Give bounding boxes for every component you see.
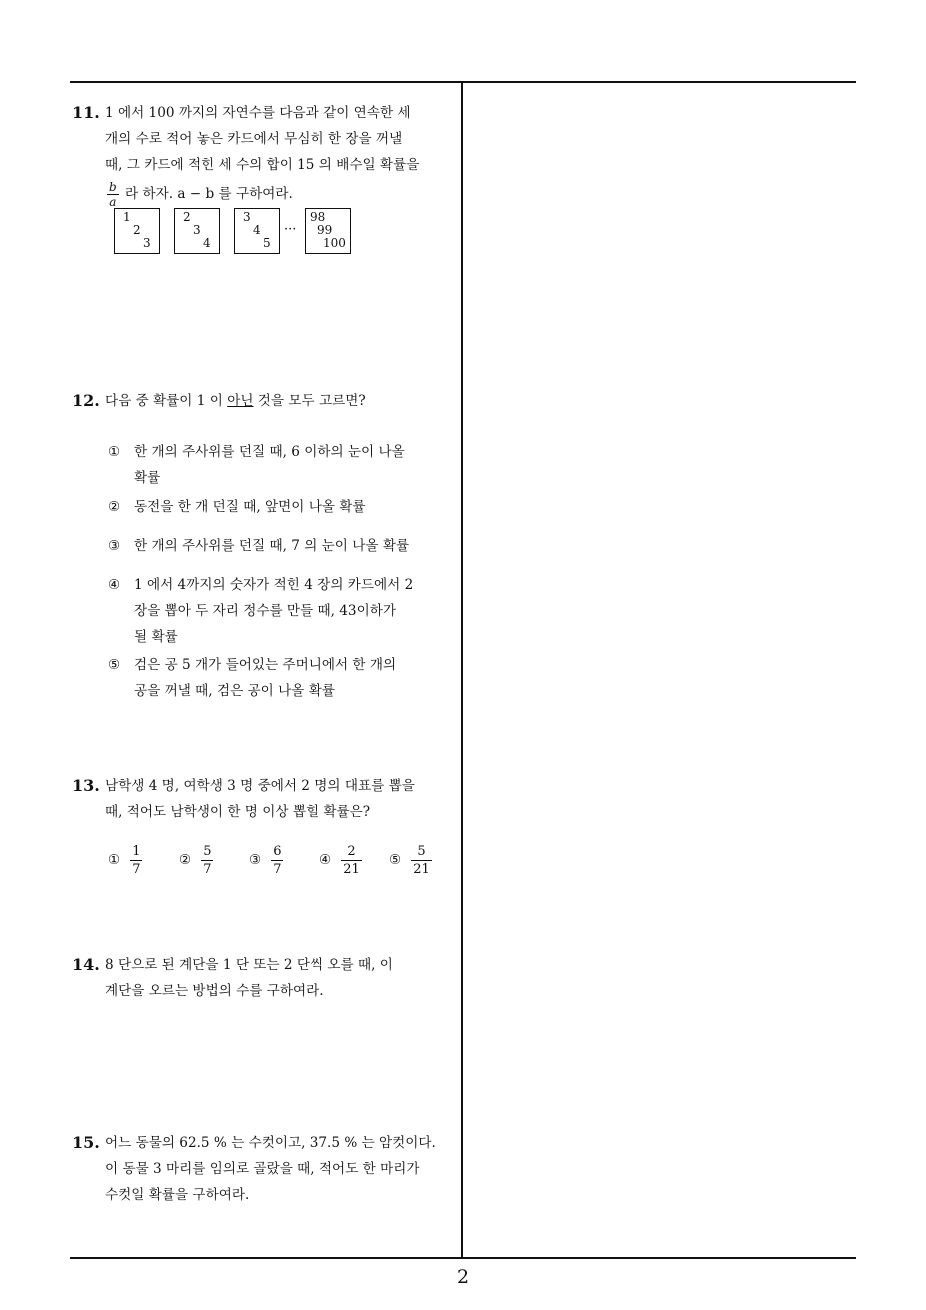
question-text-line: 어느 동물의 62.5 % 는 수컷이고, 37.5 % 는 암컷이다. — [105, 1135, 436, 1151]
question-text-line: 개의 수로 적어 놓은 카드에서 무심히 한 장을 꺼낼 — [105, 131, 403, 147]
question-number: 15. — [72, 1133, 100, 1152]
top-rule — [70, 81, 856, 83]
option-mark: ④ — [108, 577, 121, 593]
option-4: ④ 1 에서 4까지의 숫자가 적힌 4 장의 카드에서 2 장을 뽑아 두 자리 정수를 만들 때, 43이하가 될 확률 — [108, 572, 453, 650]
number-card: 2 3 4 — [174, 208, 220, 254]
option-mark: ③ — [108, 538, 121, 554]
question-number: 14. — [72, 955, 100, 974]
choice-1: ① $\frac{1}{7}$ — [108, 843, 141, 877]
question-text-line: 다음 중 확률이 1 이 아닌 것을 모두 고르면? — [105, 393, 366, 409]
option-2: ② 동전을 한 개 던질 때, 앞면이 나올 확률 — [108, 494, 453, 520]
bottom-rule — [70, 1257, 856, 1259]
ellipsis: ··· — [284, 222, 297, 237]
question-number: 11. — [72, 103, 100, 122]
fraction-b-over-a: $\frac{b}{a}$ — [109, 180, 117, 209]
number-card: 98 99 100 — [305, 208, 351, 254]
question-text-tail: 라 하자. a − b 를 구하여라. — [125, 186, 293, 202]
choice-5: ⑤ $\frac{5}{21}$ — [389, 843, 430, 877]
question-text-line: 8 단으로 된 계단을 1 단 또는 2 단씩 오를 때, 이 — [105, 957, 393, 973]
choice-2: ② $\frac{5}{7}$ — [179, 843, 212, 877]
option-3: ③ 한 개의 주사위를 던질 때, 7 의 눈이 나올 확률 — [108, 533, 453, 559]
question-text-line — [72, 180, 458, 209]
number-card: 1 2 3 — [114, 208, 160, 254]
question-11 — [72, 100, 458, 209]
question-text-line: 때, 그 카드에 적힌 세 수의 합이 15 의 배수일 확률을 — [105, 157, 420, 173]
question-14 — [72, 952, 458, 1004]
question-text-line: 수컷일 확률을 구하여라. — [105, 1187, 250, 1203]
option-mark: ① — [108, 444, 121, 460]
question-13 — [72, 773, 458, 825]
option-mark: ② — [108, 499, 121, 515]
number-card: 3 4 5 — [234, 208, 280, 254]
underlined-word: 아닌 — [227, 393, 254, 409]
question-15 — [72, 1130, 458, 1208]
choice-4: ④ $\frac{2}{21}$ — [319, 843, 360, 877]
question-number: 13. — [72, 776, 100, 795]
question-number: 12. — [72, 391, 100, 410]
question-text-line: 이 동물 3 마리를 임의로 골랐을 때, 적어도 한 마리가 — [105, 1161, 420, 1177]
question-text-line: 계단을 오르는 방법의 수를 구하여라. — [105, 983, 324, 999]
question-12 — [72, 388, 458, 414]
option-mark: ⑤ — [108, 657, 121, 673]
page-number: 2 — [456, 1266, 470, 1288]
question-text-line: 남학생 4 명, 여학생 3 명 중에서 2 명의 대표를 뽑을 — [105, 778, 415, 794]
option-1: ① 한 개의 주사위를 던질 때, 6 이하의 눈이 나올 확률 — [108, 439, 453, 491]
question-text-line: 1 에서 100 까지의 자연수를 다음과 같이 연속한 세 — [105, 105, 411, 121]
question-text-line: 때, 적어도 남학생이 한 명 이상 뽑힐 확률은? — [105, 804, 371, 820]
column-divider — [461, 82, 463, 1258]
option-5: ⑤ 검은 공 5 개가 들어있는 주머니에서 한 개의 공을 꺼낼 때, 검은 공이 나올 확률 — [108, 652, 453, 704]
choice-3: ③ $\frac{6}{7}$ — [249, 843, 282, 877]
